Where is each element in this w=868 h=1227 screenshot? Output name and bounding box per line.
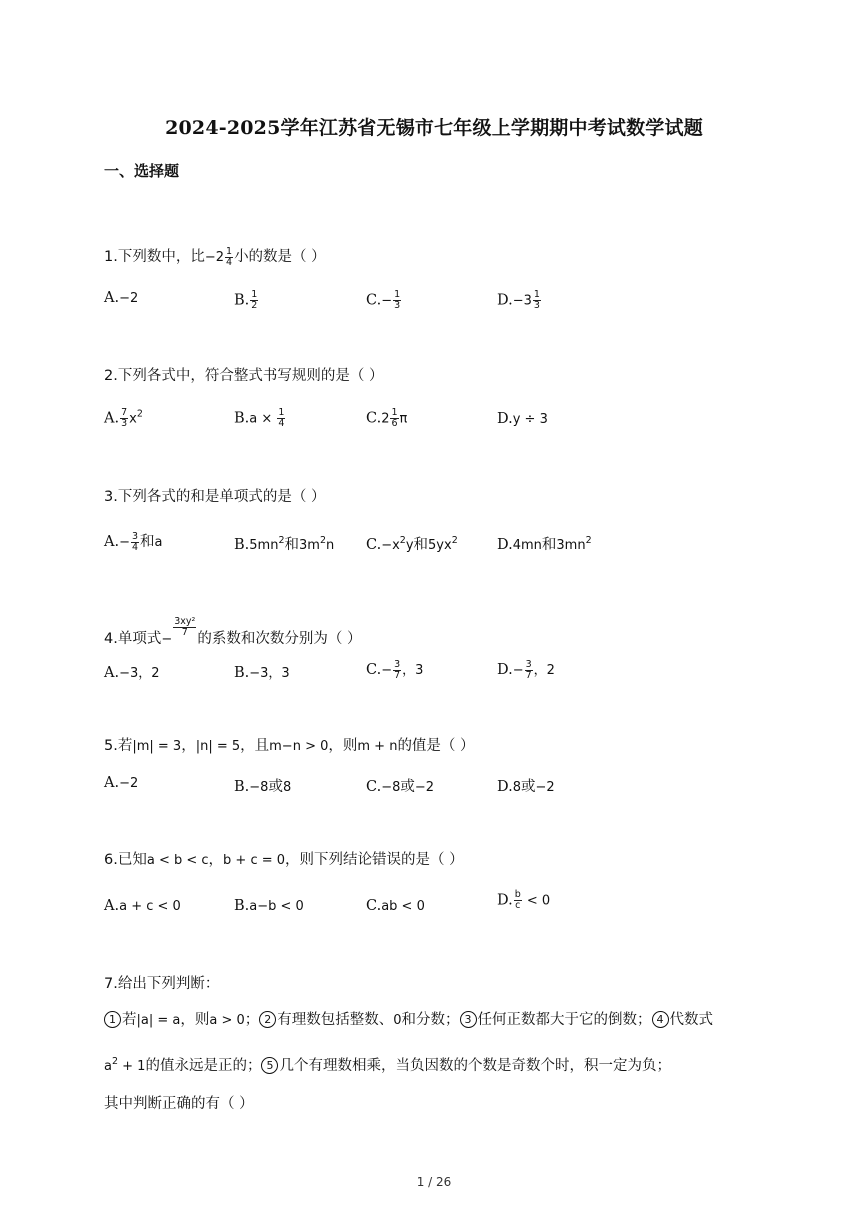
question-4-option-b[interactable]: B.−3，3 [234, 665, 290, 681]
question-4-option-c[interactable]: C.− $\frac{3}{7}$ ，3 [366, 658, 424, 681]
question-1-option-d[interactable]: D.−3 $\frac{1}{3}$ [497, 289, 540, 311]
question-7-statements-line-2: $a^2 + 1$的值永远是正的； 5 几个有理数相乘，当负因数的个数是奇数个时，积一定为负； [104, 1056, 671, 1074]
circled-number-4: 4 [652, 1011, 669, 1028]
question-6-option-d[interactable]: D. $\frac{b}{c}$ < 0 [497, 889, 551, 911]
question-6-option-c[interactable]: C.ab < 0 [366, 898, 425, 914]
question-2-option-b[interactable]: B.a × $\frac{1}{4}$ [234, 407, 285, 429]
question-1-option-c[interactable]: C.− $\frac{1}{3}$ [366, 289, 401, 311]
question-1-stem: 1.下列数中，比−2 $\frac{1}{4}$ 小的数是（ ） [104, 245, 326, 268]
question-3-option-b[interactable]: $B.5mn^2$和$3m^2n$ [234, 535, 335, 553]
question-2-option-d[interactable]: D.y ÷ 3 [497, 411, 548, 427]
question-4-stem: 4.单项式− $\frac{\text{3xy²}}{7}$ 的系数和次数分别为（ ） [104, 616, 362, 647]
question-6-stem: 6.已知a < b < c，b + c = 0，则下列结论错误的是（ ） [104, 852, 464, 868]
question-2-option-a[interactable]: A. $\frac{7}{3}$ $x^2$ [104, 407, 143, 429]
circled-number-5: 5 [261, 1057, 278, 1074]
question-5-stem: 5.若|m| = 3，|n| = 5，且m−n > 0，则m + n的值是（ ） [104, 738, 475, 754]
question-3-option-c[interactable]: $C.-x^2y$和$5yx^2$ [366, 535, 458, 553]
section-title-choice: 一、选择题 [104, 162, 180, 180]
question-6-option-b[interactable]: B.a−b < 0 [234, 898, 304, 914]
question-7-ask: 其中判断正确的有（ ） [104, 1096, 254, 1112]
question-3-option-a[interactable]: A.− $\frac{3}{4}$ 和a [104, 530, 163, 553]
question-6-option-a[interactable]: A.a + c < 0 [104, 898, 181, 914]
question-7-statements-line-1: 1 若|a| = a，则a > 0； 2 有理数包括整数、0和分数； 3 任何正数都大于它的倒数； 4 代数式 [104, 1008, 713, 1029]
question-4-option-d[interactable]: D.− $\frac{3}{7}$ ，2 [497, 658, 555, 681]
question-3-option-d[interactable]: D.4mn和$3mn^2$ [497, 535, 592, 553]
circled-number-3: 3 [460, 1011, 477, 1028]
page-indicator: 1 / 26 [416, 1175, 452, 1189]
page-title: 2024-2025学年江苏省无锡市七年级上学期期中考试数学试题 [165, 117, 703, 139]
question-1-option-a[interactable]: A.−2 [104, 290, 139, 306]
question-7-stem: 7.给出下列判断： [104, 976, 220, 992]
circled-number-2: 2 [259, 1011, 276, 1028]
question-5-option-a[interactable]: A.−2 [104, 775, 139, 791]
question-5-option-d[interactable]: D.8或−2 [497, 779, 555, 795]
question-5-option-c[interactable]: C.−8或−2 [366, 779, 435, 795]
question-2-stem: 2.下列各式中，符合整式书写规则的是（ ） [104, 368, 384, 384]
question-2-option-c[interactable]: C.2 $\frac{1}{6}$ π [366, 407, 408, 429]
question-4-option-a[interactable]: A.−3，2 [104, 665, 160, 681]
question-5-option-b[interactable]: B.−8或8 [234, 779, 292, 795]
question-3-stem: 3.下列各式的和是单项式的是（ ） [104, 489, 326, 505]
circled-number-1: 1 [104, 1011, 121, 1028]
question-1-option-b[interactable]: B. $\frac{1}{2}$ [234, 289, 258, 311]
